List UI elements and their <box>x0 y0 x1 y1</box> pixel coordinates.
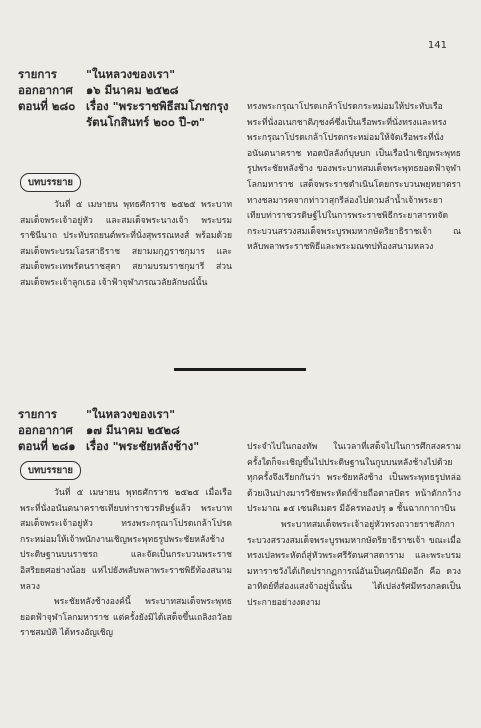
left-column <box>20 198 232 292</box>
paragraph: วันที่ ๕ เมษายน พุทธศักราช ๒๕๒๕ พระบาทสมเด็จพระเจ้าอยู่หัว และสมเด็จพระนางเจ้า พระบรมราชินีนาถ ประทับรถยนต์พระที่นั่งสุพรรณหงส์ พร้อมด้วยสมเด็จพระบรมโอรสาธิราช สยามมกุฎราชกุมาร และสมเด็จพระเทพรัตนราชสุดา สยามบรมราชกุมารี ส่วนสมเด็จพระเจ้าลูกเธอ เจ้าฟ้าจุฬาภรณวลัยลักษณ์นั้น <box>20 200 232 288</box>
program-value: "ในหลวงของเรา" <box>86 407 176 421</box>
program-value: "ในหลวงของเรา" <box>86 67 176 81</box>
air-date: ๑๗ มีนาคม ๒๕๒๘ <box>86 423 180 437</box>
paragraph: พระบาทสมเด็จพระเจ้าอยู่หัวทรงถวายราชสักการะบวงสรวงสมเด็จพระบูรพมหากษัตริยาธิราชเจ้า ขณะเมื่อทรงเปลพระหัตถ์สู่หัวพระศรีรัตนศาสดาราม และพระบรมมหาราชวังได้เกิดปรากฏการณ์อันเป็นศุภนิมิตอีก คือ ดวงอาทิตย์ที่ส่องแสงจ้าอยู่นั้นนั้น ได้เปล่งรัศมีทรงกลดเป็นประกายอย่างงดงาม <box>247 519 461 608</box>
episode-title: เรื่อง "พระชัยหลังช้าง" <box>86 439 200 453</box>
narration-badge: บทบรรยาย <box>20 461 81 480</box>
paragraph: ประจำไปในกองทัพ ในเวลาที่เสด็จไปในการศึกสงครามครั้งใดก็จะเชิญขึ้นไปประดิษฐานในกูบบนหลังช้างไปด้วยทุกครั้งจึงเรียกกันว่า พระชัยหลังช้าง เป็นพระพุทธรูปหล่อด้วยเงินปางมารวิชัยพระหัตถ์ซ้ายถือตาลปัตร หน้าตักกว้างประมาณ ๑๕ เซนติเมตร มีอัครทองปรุ ๑ ชั้นฉากกากาบิน <box>247 442 461 515</box>
paragraph: ทรงพระกรุณาโปรดเกล้าโปรดกระหม่อมให้ประทับเรือพระที่นั่งอเนกชาติภุชงค์ซึ่งเป็นเรือพระที่นั่งทรงและทรงพระกรุณาโปรดเกล้าโปรดกระหม่อมให้จัดเรือพระที่นั่งอนันตนาคราช ทอดบัลลังก์บุษบก เป็นเรือนำเชิญพระพุทธรูปพระชัยหลังช้าง ของพระบาทสมเด็จพระพุทธยอดฟ้าจุฬาโลกมหาราช เสด็จพระราชดำเนินโดยกระบวนพยุหยาตราทางชลมารคจากท่าวาสุกรีล่องไปตามลำน้ำเจ้าพระยาเทียบท่าราชวรดิษฐ์ไปในการพระราชพิธีกระยาสารทจัดกระบวนสรวงสมเด็จพระบูรพมหากษัตริยาธิราชเจ้า ณ หลับพลาพระราชพิธีและพระมณฑปท้องสนามหลวง <box>247 102 461 253</box>
episode-label: ตอนที่ ๒๘๑ <box>18 439 76 453</box>
episode-header <box>18 406 258 454</box>
narration-badge: บทบรรยาย <box>20 173 81 192</box>
episode-header <box>18 66 258 130</box>
page-number: 141 <box>427 40 447 51</box>
paragraph: วันที่ ๕ เมษายน พุทธศักราช ๒๕๒๕ เมื่อเรือพระที่นั่งอนันตนาคราชเทียบท่าราชวรดิษฐ์แล้ว พระบาทสมเด็จพระเจ้าอยู่หัว ทรงพระกรุณาโปรดเกล้าโปรดกระหม่อมให้เจ้าพนักงานเชิญพระพุทธรูปพระชัยหลังช้าง ประดิษฐานบนราชรถ และจัดเป็นกระบวนพระราชอิสริยยศอย่างน้อย แห่ไปยังพลับพลาพระราชพิธีท้องสนามหลวง <box>20 488 232 592</box>
left-column <box>20 486 232 642</box>
program-label: รายการ <box>18 67 57 81</box>
air-label: ออกอากาศ <box>18 83 73 97</box>
right-column <box>247 100 461 256</box>
program-label: รายการ <box>18 407 57 421</box>
paragraph: พระชัยหลังช้างองค์นี้ พระบาทสมเด็จพระพุทธยอดฟ้าจุฬาโลกมหาราช แต่ครั้งยังมิได้เสด็จขึ้นเถลิงถวัลยราชสมบัติ ได้ทรงอัญเชิญ <box>20 597 232 639</box>
air-date: ๑๖ มีนาคม ๒๕๒๘ <box>86 83 179 97</box>
episode-title: เรื่อง "พระราชพิธีสมโภชกรุงรัตนโกสินทร์ ๒๐๐ ปี-๓" <box>86 99 229 129</box>
section-divider <box>174 368 306 371</box>
air-label: ออกอากาศ <box>18 423 73 437</box>
right-column <box>247 440 461 612</box>
episode-label: ตอนที่ ๒๘๐ <box>18 99 76 113</box>
